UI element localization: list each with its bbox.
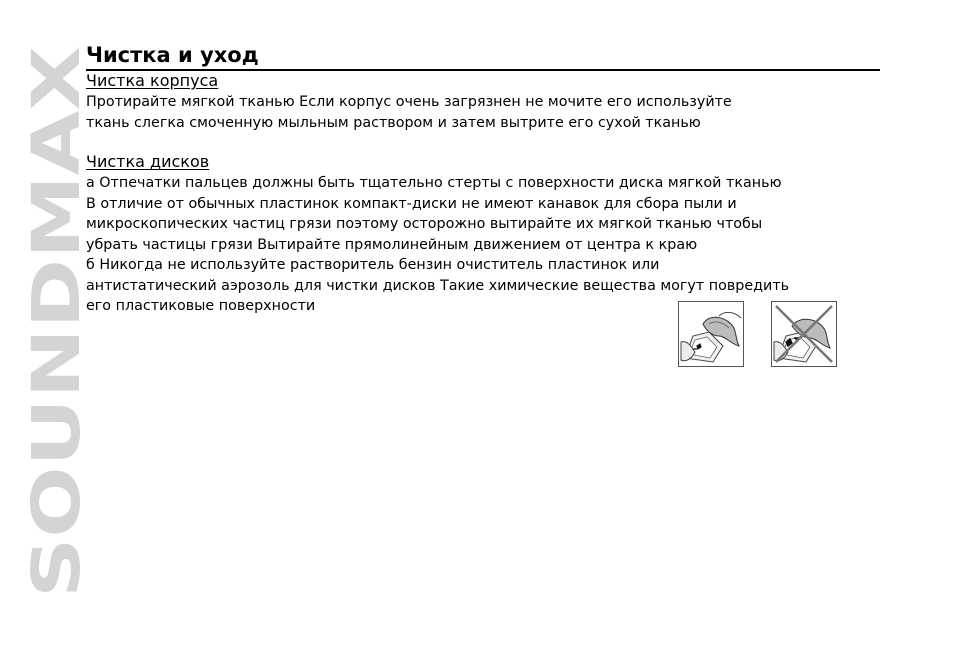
disc-cleaning-line: В отличие от обычных пластинок компакт-диски не имеют канавок для сбора пыли и — [86, 195, 737, 212]
page-title: Чистка и уход — [86, 43, 259, 67]
brand-logo — [0, 0, 95, 649]
disc-cleaning-line: а Отпечатки пальцев должны быть тщательно стерты с поверхности диска мягкой тканью — [86, 175, 782, 191]
disc-cleaning-line: убрать частицы грязи Вытирайте прямолинейным движением от центра к краю — [86, 236, 698, 253]
disc-wiping-wrong-icon — [771, 301, 837, 367]
disc-wiping-correct-icon — [678, 301, 744, 367]
disc-cleaning-heading: Чистка дисков — [86, 152, 210, 171]
content-page — [86, 40, 886, 317]
title-divider — [86, 69, 880, 71]
body-cleaning-line: ткань слегка смоченную мыльным раствором и затем вытрите его сухой тканью — [86, 114, 701, 131]
disc-cleaning-line: б Никогда не используйте растворитель бензин очиститель пластинок или — [86, 257, 660, 273]
disc-cleaning-line: микроскопических частиц грязи поэтому осторожно вытирайте их мягкой тканью чтобы — [86, 216, 763, 232]
svg-text:SOUNDMAX: SOUNDMAX — [18, 163, 95, 598]
body-cleaning-heading: Чистка корпуса — [86, 71, 219, 90]
body-cleaning-line: Протирайте мягкой тканью Если корпус очень загрязнен не мочите его используйте — [86, 94, 732, 110]
disc-cleaning-line: его пластиковые поверхности — [86, 298, 316, 314]
disc-cleaning-line: антистатический аэрозоль для чистки дисков Такие химические вещества могут повредить — [86, 277, 790, 294]
